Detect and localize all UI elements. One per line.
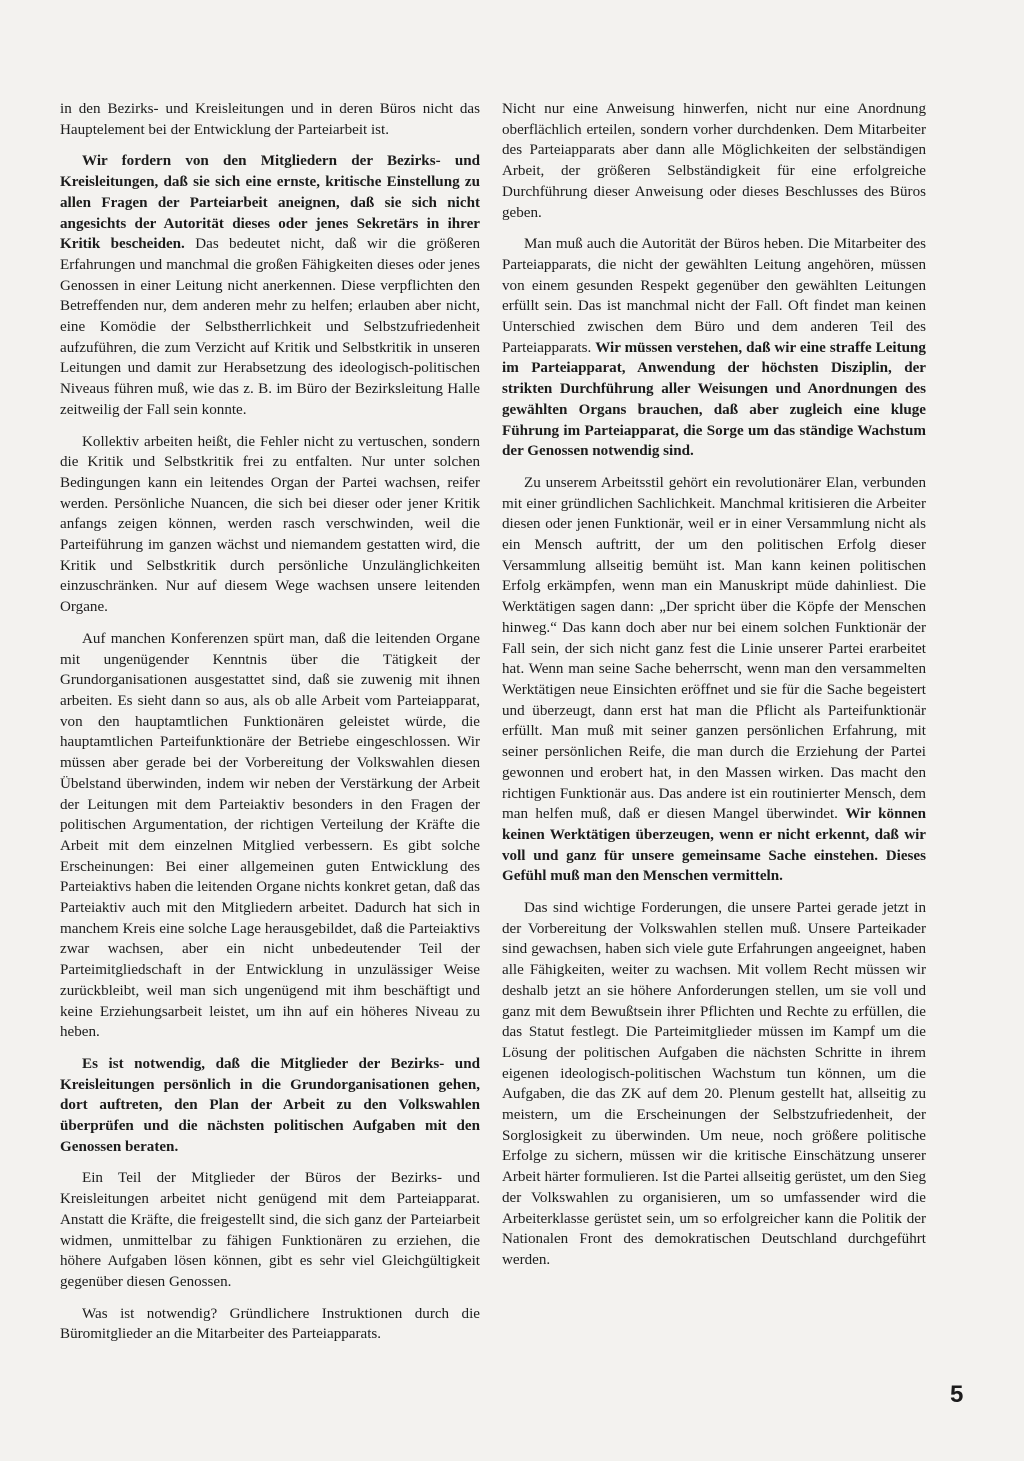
left-column — [60, 99, 480, 1356]
bold-text-run: Wir können keinen Werktätigen überzeugen, wenn er nicht erkennt, daß wir voll und ganz für unsere gemeinsame Sache einstehen. Dieses Gefühl muß man den Menschen vermitteln. — [502, 806, 926, 885]
bold-text-run: Wir fordern von den Mitgliedern der Bezirks- und Kreisleitungen, daß sie sich eine ernste, kritische Einstellung zu allen Fragen der Parteiarbeit aneignen, daß sie sich nicht angesichts der Autorität dieses oder jenes Sekretärs in ihrer Kritik bescheiden. — [60, 153, 480, 253]
bold-text-run: Wir müssen verstehen, daß wir eine straffe Leitung im Parteiapparat, Anwendung der höchsten Disziplin, der strikten Durchführung aller Weisungen und Anordnungen des gewählten Organs brauchen, daß aber zugleich eine kluge Führung im Parteiapparat, die Sorge um das ständige Wachstum der Genossen notwendig sind. — [502, 339, 926, 460]
paragraph — [502, 473, 926, 887]
bold-text-run: Es ist notwendig, daß die Mitglieder der Bezirks- und Kreisleitungen persönlich in die Grundorganisationen gehen, dort auftreten, den Plan der Arbeit zu den Volkswahlen überprüfen und die nächsten politischen Aufgaben mit den Genossen beraten. — [60, 1055, 480, 1155]
text-run: in den Bezirks- und Kreisleitungen und in deren Büros nicht das Hauptelement bei der Entwicklung der Parteiarbeit ist. — [60, 101, 480, 138]
paragraph — [60, 99, 480, 140]
paragraph — [60, 151, 480, 420]
paragraph — [60, 629, 480, 1043]
text-run: Das sind wichtige Forderungen, die unsere Partei gerade jetzt in der Vorbereitung der Volkswahlen stellen muß. Unsere Parteikader sind gewachsen, haben sich viele gute Erfahrungen angeeignet, haben alle Fähigkeiten, weiter zu wachsen. Mit vollem Recht müssen wir deshalb jetzt an sie höhere Anforderungen stellen, um sie voll und ganz mit dem Bewußtsein ihrer Pflichten und Rechte zu erfüllen, die das Statut festlegt. Die Parteimitglieder müssen im Kampf um die Lösung der politischen Aufgaben die nächsten Schritte in ihrem eigenen ideologisch-politischen Wachstum tun können, um die Aufgaben, die das ZK auf dem 20. Plenum gestellt hat, allseitig zu meistern, um die Erscheinungen der Selbstzufriedenheit, der Sorglosigkeit zu überwinden. Um neue, noch größere politische Erfolge zu sichern, müssen wir die kritische Einschätzung unserer Arbeit härter formulieren. Ist die Partei allseitig gerüstet, um den Sieg der Volkswahlen zu organisieren, um so umfassender wird die Arbeiterklasse gerüstet sein, um so erfolgreicher kann die Politik der Nationalen Front des demokratischen Deutschland durchgeführt werden. — [502, 900, 926, 1268]
text-run: Ein Teil der Mitglieder der Büros der Bezirks- und Kreisleitungen arbeitet nicht genügend mit dem Parteiapparat. Anstatt die Kräfte, die freigestellt sind, die sich ganz der Parteiarbeit widmen, unmittelbar zu fähigen Funktionären zu erziehen, die höhere Aufgaben lösen können, gibt es sehr viel Gleichgültigkeit gegenüber diesen Genossen. — [60, 1170, 480, 1290]
paragraph — [502, 898, 926, 1271]
page-number: 5 — [950, 1381, 964, 1408]
paragraph — [502, 234, 926, 462]
text-run: Nicht nur eine Anweisung hinwerfen, nicht nur eine Anordnung oberflächlich erteilen, sondern vorher durchdenken. Dem Mitarbeiter des Parteiapparats aber dann alle Möglichkeiten der selbständigen Arbeit, der größeren Selbständigkeit für eine erfolgreiche Durchführung dieser Anweisung oder dieses Beschlusses des Büros geben. — [502, 101, 926, 221]
text-run: Man muß auch die Autorität der Büros heben. Die Mitarbeiter des Parteiapparats, die nicht der gewählten Leitung angehören, müssen von einem gesunden Respekt gegenüber den gewählten Leitungen erfüllt sein. Das ist manchmal nicht der Fall. Oft findet man keinen Unterschied zwischen dem Büro und dem anderen Teil des Parteiapparats. — [502, 236, 926, 356]
paragraph — [60, 1304, 480, 1345]
right-column — [502, 99, 926, 1282]
text-run: Das bedeutet nicht, daß wir die größeren Erfahrungen und manchmal die großen Fähigkeiten dieses oder jenes Genossen in einer Leitung nicht anerkennen. Diese verpflichten den Betreffenden nur, dem anderen mehr zu helfen; erlauben aber nicht, eine Komödie der Selbstherrlichkeit und Selbstzufriedenheit aufzuführen, die zum Verzicht auf Kritik und Selbstkritik in unseren Leitungen und damit zur Herabsetzung des ideologisch-politischen Niveaus führen muß, wie das z. B. im Büro der Bezirksleitung Halle zeitweilig der Fall sein konnte. — [60, 236, 480, 418]
text-run: Kollektiv arbeiten heißt, die Fehler nicht zu vertuschen, sondern die Kritik und Selbstkritik frei zu entfalten. Nur unter solchen Bedingungen kann ein leitendes Organ der Partei wachsen, reifer werden. Persönliche Nuancen, die sich bei dieser oder jener Kritik anfangs zeigen können, werden rasch verschwinden, weil die Parteiführung im ganzen wächst und niemandem gestatten wird, die Kritik und Selbstkritik durch persönliche Unzulänglichkeiten einzuschränken. Nur auf diesem Wege wachsen unsere leitenden Organe. — [60, 433, 480, 616]
paragraph — [60, 1168, 480, 1292]
paragraph — [60, 432, 480, 618]
text-run: Zu unserem Arbeitsstil gehört ein revolutionärer Elan, verbunden mit einer gründlichen Sachlichkeit. Manchmal kritisieren die Arbeiter diesen oder jenen Funktionär, weil er in einer Versammlung nicht als ein Mensch auftritt, der um den politischen Erfolg dieser Versammlung allseitig bemüht ist. Man kann keinen politischen Erfolg erkämpfen, wenn man ein Manuskript müde dahinliest. Die Werktätigen sagen dann: „Der spricht über die Köpfe der Menschen hinweg.“ Das kann doch aber nur bei einem solchen Funktionär der Fall sein, der sich nicht ganz fest die Linie unserer Partei erarbeitet hat. Wenn man seine Sache beherrscht, wenn man den versammelten Werktätigen neue Einsichten eröffnet und sie für die Sache begeistert und überzeugt, dann erst hat man die Pflicht als Parteifunktionär erfüllt. Man muß mit seiner ganzen persönlichen Erfahrung, mit seiner persönlichen Reife, die man durch die Erziehung der Partei gewonnen und erobert hat, in den Massen wirken. Das macht den richtigen Funktionär aus. Das andere ist ein routinierter Mensch, dem man helfen muß, daß er diesen Mangel überwindet. — [502, 474, 926, 823]
text-run: Auf manchen Konferenzen spürt man, daß die leitenden Organe mit ungenügender Kenntnis über die Tätigkeit der Grundorganisationen ausgestattet sind, daß sie zuwenig mit ihnen arbeiten. Es sieht dann so aus, als ob alle Arbeit vom Parteiapparat, von den hauptamtlichen Funktionären geleistet würde, die hauptamtlichen Parteifunktionäre der Betriebe eingeschlossen. Wir müssen aber gerade bei der Vorbereitung der Volkswahlen diesen Übelstand überwinden, indem wir neben der Verstärkung der Arbeit der Leitungen mit dem Parteiaktiv besonders in den Fragen der politischen Argumentation, der richtigen Verteilung der Kräfte die Arbeit mit dem einzelnen Mitglied verbessern. Es gibt solche Erscheinungen: Bei einer allgemeinen guten Entwicklung des Parteiaktivs haben die leitenden Organe nichts konkret getan, daß das Parteiaktiv auch mit den Mitgliedern arbeitet. Dadurch hat sich in manchem Kreis eine solche Lage herausgebildet, daß die Parteiaktivs zwar wachsen, aber ein nicht unbedeutender Teil der Parteimitgliedschaft in der Entwicklung in unzulässiger Weise zurückbleibt, weil man sich ungenügend mit ihm beschäftigt und keine Erziehungsarbeit leistet, um ihn auf ein höheres Niveau zu heben. — [60, 630, 480, 1041]
paragraph — [60, 1054, 480, 1158]
text-run: Was ist notwendig? Gründlichere Instruktionen durch die Büromitglieder an die Mitarbeiter des Parteiapparats. — [60, 1305, 480, 1343]
paragraph — [502, 99, 926, 223]
